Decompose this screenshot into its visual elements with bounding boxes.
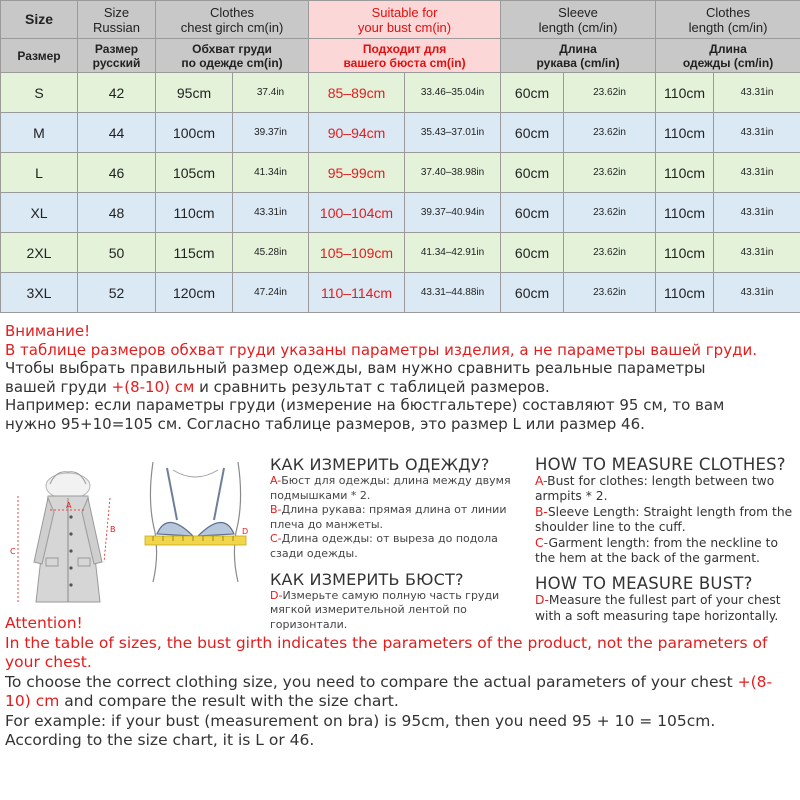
cell-chest-cm: 95cm xyxy=(156,73,233,113)
ru-line-2 xyxy=(5,378,797,397)
cell-length-cm: 110cm xyxy=(656,113,714,153)
cell-sleeve-cm: 60cm xyxy=(501,233,564,273)
cell-chest-in: 41.34in xyxy=(233,153,309,193)
cell-size: L xyxy=(1,153,78,193)
cell-chest-in: 37.4in xyxy=(233,73,309,113)
cell-chest-in: 45.28in xyxy=(233,233,309,273)
cell-size: XL xyxy=(1,193,78,233)
header-ru-chest-text: Обхват груди по одежде cm(in) xyxy=(181,41,283,70)
cell-bust-cm: 95–99cm xyxy=(309,153,405,193)
cell-length-in: 43.31in xyxy=(714,193,800,233)
label-b: B xyxy=(110,525,116,534)
ru-b-letter: B- xyxy=(270,503,282,517)
header-ru-russian xyxy=(78,39,156,73)
en-item-b xyxy=(535,505,797,536)
cell-bust-in: 41.34–42.91in xyxy=(405,233,501,273)
cell-chest-cm: 120cm xyxy=(156,273,233,313)
table-header-ru xyxy=(1,39,800,73)
ru-line-1: Чтобы выбрать правильный размер одежды, вам нужно сравнить реальные параметры xyxy=(5,359,706,378)
cell-chest-in: 43.31in xyxy=(233,193,309,233)
label-a: A xyxy=(66,501,72,510)
en-d-text: Measure the fullest part of your chest with a soft measuring tape horizontally. xyxy=(535,593,781,623)
en-line-2: For example: if your bust (measurement on bra) is 95cm, then you need 95 + 10 = 105cm. xyxy=(5,711,716,730)
ru-item-a xyxy=(270,474,532,503)
header-ru-sleeve xyxy=(501,39,656,73)
cell-bust-cm: 105–109cm xyxy=(309,233,405,273)
header-ru-length-text: Длина одежды (cm/in) xyxy=(682,41,774,70)
en-line-1-pre: To choose the correct clothing size, you need to compare the actual parameters of your chest xyxy=(5,672,738,691)
ru-d-text: Измерьте самую полную часть груди мягкой измерительной лентой по горизонтали. xyxy=(270,588,500,631)
cell-sleeve-in: 23.62in xyxy=(564,113,656,153)
cell-bust-cm: 100–104cm xyxy=(309,193,405,233)
header-length-text: Clothes length (cm/in) xyxy=(688,4,768,35)
measure-instructions-ru xyxy=(270,455,532,632)
cell-size: S xyxy=(1,73,78,113)
cell-size: 3XL xyxy=(1,273,78,313)
measure-instructions-en xyxy=(535,455,797,624)
cell-russian-size: 50 xyxy=(78,233,156,273)
header-bust xyxy=(309,1,501,39)
cell-chest-in: 47.24in xyxy=(233,273,309,313)
ru-d-letter: D- xyxy=(270,588,283,602)
cell-length-cm: 110cm xyxy=(656,153,714,193)
cell-length-cm: 110cm xyxy=(656,233,714,273)
en-warning: In the table of sizes, the bust girth indicates the parameters of the product, not the parameters of your chest. xyxy=(5,633,768,671)
cell-bust-cm: 85–89cm xyxy=(309,73,405,113)
cell-chest-cm: 115cm xyxy=(156,233,233,273)
en-item-c xyxy=(535,536,797,567)
cell-sleeve-cm: 60cm xyxy=(501,73,564,113)
cell-russian-size: 52 xyxy=(78,273,156,313)
cell-bust-in: 33.46–35.04in xyxy=(405,73,501,113)
en-bust-title: HOW TO MEASURE BUST? xyxy=(535,574,753,594)
cell-length-in: 43.31in xyxy=(714,113,800,153)
header-ru-sleeve-text: Длина рукава (cm/in) xyxy=(536,41,620,70)
label-c: C xyxy=(10,547,16,556)
ru-line-2-red: +(8-10) см xyxy=(111,377,195,396)
table-row xyxy=(1,233,800,273)
header-ru-length xyxy=(656,39,800,73)
ru-a-letter: A- xyxy=(270,474,282,487)
cell-sleeve-in: 23.62in xyxy=(564,153,656,193)
cell-chest-cm: 105cm xyxy=(156,153,233,193)
ru-a-text: Бюст для одежды: длина между двумя подмышками * 2. xyxy=(270,474,511,502)
header-size: Size xyxy=(1,1,78,39)
header-ru-bust xyxy=(309,39,501,73)
cell-bust-in: 39.37–40.94in xyxy=(405,193,501,233)
table-row xyxy=(1,193,800,233)
table-row xyxy=(1,73,800,113)
cell-length-in: 43.31in xyxy=(714,233,800,273)
en-line-1-post: and compare the result with the size chart. xyxy=(59,692,399,710)
ru-c-letter: C- xyxy=(270,532,282,546)
cell-sleeve-in: 23.62in xyxy=(564,233,656,273)
coat-measure-illustration xyxy=(4,462,132,612)
cell-length-in: 43.31in xyxy=(714,273,800,313)
cell-russian-size: 42 xyxy=(78,73,156,113)
size-chart-table xyxy=(0,0,800,313)
cell-sleeve-cm: 60cm xyxy=(501,113,564,153)
ru-line-2-post: и сравнить результат с таблицей размеров. xyxy=(194,377,550,396)
en-b-text: Sleeve Length: Straight length from the shoulder line to the cuff. xyxy=(535,504,793,535)
header-ru-size: Размер xyxy=(1,39,78,73)
cell-sleeve-cm: 60cm xyxy=(501,153,564,193)
cell-size: 2XL xyxy=(1,233,78,273)
cell-size: M xyxy=(1,113,78,153)
cell-bust-in: 43.31–44.88in xyxy=(405,273,501,313)
ru-item-c xyxy=(270,532,532,561)
header-chest-text: Clothes chest girch cm(in) xyxy=(180,4,284,35)
en-line-3: According to the size chart, it is L or 46. xyxy=(5,731,315,749)
cell-russian-size: 48 xyxy=(78,193,156,233)
en-c-letter: C- xyxy=(535,535,549,550)
header-ru-bust-text: Подходит для вашего бюста cm(in) xyxy=(343,41,466,70)
ru-item-b xyxy=(270,503,532,532)
bust-measure-illustration xyxy=(133,462,258,582)
en-a-letter: A- xyxy=(535,474,548,488)
cell-length-cm: 110cm xyxy=(656,193,714,233)
header-bust-text: Suitable for your bust cm(in) xyxy=(357,4,452,35)
en-line-1-red: +(8-10) cm xyxy=(5,672,773,710)
ru-clothes-title: КАК ИЗМЕРИТЬ ОДЕЖДУ? xyxy=(270,455,490,474)
en-a-text: Bust for clothes: length between two armpits * 2. xyxy=(535,474,775,504)
header-ru-russian-text: Размер русский xyxy=(92,41,141,70)
ru-warning: В таблице размеров обхват груди указаны параметры изделия, а не параметры вашей груди. xyxy=(5,340,757,359)
cell-length-cm: 110cm xyxy=(656,73,714,113)
cell-bust-cm: 110–114cm xyxy=(309,273,405,313)
ru-line-3: Например: если параметры груди (измерение на бюстгальтере) составляют 95 см, то вам xyxy=(5,396,725,415)
cell-sleeve-cm: 60cm xyxy=(501,273,564,313)
ru-bust-title: КАК ИЗМЕРИТЬ БЮСТ? xyxy=(270,569,464,589)
header-russian xyxy=(78,1,156,39)
header-russian-text: Size Russian xyxy=(93,4,140,35)
cell-bust-cm: 90–94cm xyxy=(309,113,405,153)
table-row xyxy=(1,153,800,193)
en-item-a xyxy=(535,474,797,505)
en-d-letter: D- xyxy=(535,593,549,608)
ru-line-2-pre: вашей груди xyxy=(5,377,112,396)
cell-bust-in: 35.43–37.01in xyxy=(405,113,501,153)
cell-length-in: 43.31in xyxy=(714,153,800,193)
header-sleeve xyxy=(501,1,656,39)
cell-sleeve-in: 23.62in xyxy=(564,273,656,313)
header-length xyxy=(656,1,800,39)
cell-length-cm: 110cm xyxy=(656,273,714,313)
cell-length-in: 43.31in xyxy=(714,73,800,113)
table-row xyxy=(1,113,800,153)
label-d: D xyxy=(242,527,249,536)
table-header-en xyxy=(1,1,800,39)
en-clothes-title: HOW TO MEASURE CLOTHES? xyxy=(535,455,786,474)
ru-c-text: Длина одежды: от выреза до подола сзади одежды. xyxy=(270,532,498,560)
cell-bust-in: 37.40–38.98in xyxy=(405,153,501,193)
ru-b-text: Длина рукава: прямая длина от линии плеча до манжеты. xyxy=(270,503,507,531)
en-notice xyxy=(5,614,797,751)
cell-russian-size: 46 xyxy=(78,153,156,193)
cell-russian-size: 44 xyxy=(78,113,156,153)
ru-attention: Внимание! xyxy=(5,322,91,340)
table-row xyxy=(1,273,800,313)
ru-line-4: нужно 95+10=105 см. Согласно таблице размеров, это размер L или размер 46. xyxy=(5,414,645,433)
cell-sleeve-in: 23.62in xyxy=(564,193,656,233)
cell-chest-cm: 110cm xyxy=(156,193,233,233)
en-c-text: Garment length: from the neckline to the hem at the back of the garment. xyxy=(535,535,779,566)
header-chest xyxy=(156,1,309,39)
en-line-1 xyxy=(5,673,797,712)
cell-sleeve-cm: 60cm xyxy=(501,193,564,233)
header-ru-chest xyxy=(156,39,309,73)
cell-chest-cm: 100cm xyxy=(156,113,233,153)
header-sleeve-text: Sleeve length (cm/in) xyxy=(538,4,618,35)
cell-sleeve-in: 23.62in xyxy=(564,73,656,113)
en-b-letter: B- xyxy=(535,504,548,519)
cell-chest-in: 39.37in xyxy=(233,113,309,153)
en-attention: Attention! xyxy=(5,614,83,632)
ru-notice xyxy=(5,322,797,434)
